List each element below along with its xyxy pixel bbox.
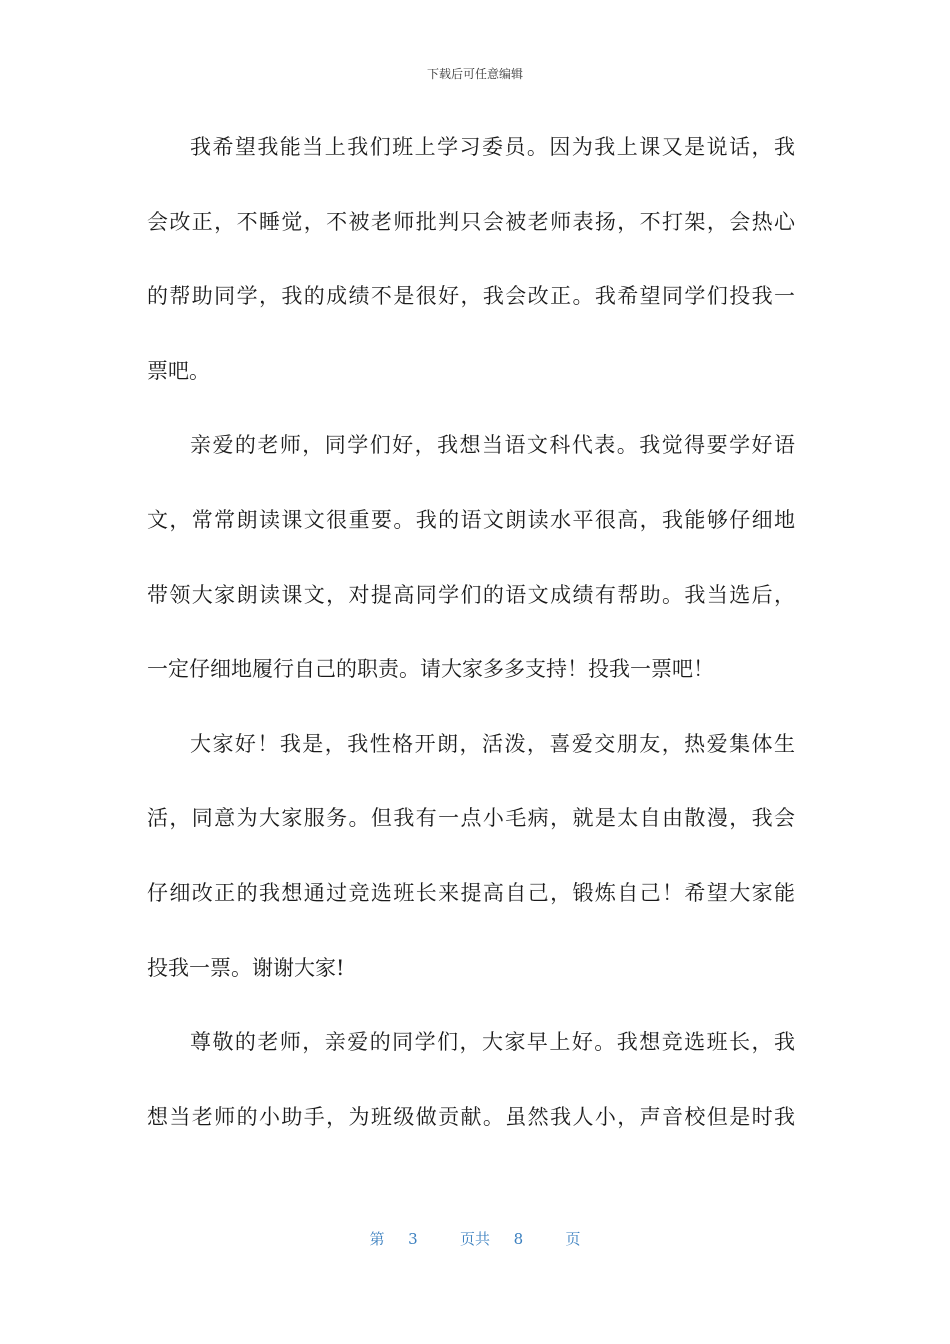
paragraph-line: 的帮助同学，我的成绩不是很好，我会改正。我希望同学们投我一 <box>147 284 795 309</box>
paragraph-line: 活，同意为大家服务。但我有一点小毛病，就是太自由散漫，我会 <box>147 806 795 831</box>
total-pages-number: 8 <box>513 1230 524 1248</box>
paragraph-line: 仔细改正的我想通过竞选班长来提高自己，锻炼自己！希望大家能 <box>147 880 795 905</box>
paragraph-line: 一定仔细地履行自己的职责。请大家多多支持！投我一票吧！ <box>147 657 714 682</box>
paragraph-4 <box>147 1017 795 1166</box>
paragraph-1 <box>147 122 795 420</box>
current-page-number: 3 <box>408 1230 418 1248</box>
paragraph-line: 投我一票。谢谢大家! <box>147 955 345 980</box>
paragraph-line: 票吧。 <box>147 358 210 383</box>
paragraph-line: 想当老师的小助手，为班级做贡献。虽然我人小，声音校但是时我 <box>147 1104 795 1129</box>
footer-prefix: 第 <box>369 1230 385 1248</box>
paragraph-line: 尊敬的老师，亲爱的同学们，大家早上好。我想竞选班长，我 <box>190 1030 795 1055</box>
paragraph-3 <box>147 719 795 1017</box>
footer-middle: 页共 <box>459 1230 490 1248</box>
header-text: 下载后可任意编辑 <box>426 67 523 81</box>
footer-suffix: 页 <box>565 1230 581 1248</box>
paragraph-line: 文，常常朗读课文很重要。我的语文朗读水平很高，我能够仔细地 <box>147 507 795 532</box>
paragraph-line: 带领大家朗读课文，对提高同学们的语文成绩有帮助。我当选后， <box>147 582 795 607</box>
paragraph-2 <box>147 420 795 718</box>
page-footer <box>0 1229 950 1249</box>
paragraph-line: 亲爱的老师，同学们好，我想当语文科代表。我觉得要学好语 <box>190 433 795 458</box>
paragraph-line: 会改正，不睡觉，不被老师批判只会被老师表扬，不打架，会热心 <box>147 209 795 234</box>
document-body <box>147 122 795 1166</box>
paragraph-line: 大家好！我是，我性格开朗，活泼，喜爱交朋友，热爱集体生 <box>190 731 795 756</box>
page-header <box>0 66 950 82</box>
paragraph-line: 我希望我能当上我们班上学习委员。因为我上课又是说话，我 <box>190 135 795 159</box>
